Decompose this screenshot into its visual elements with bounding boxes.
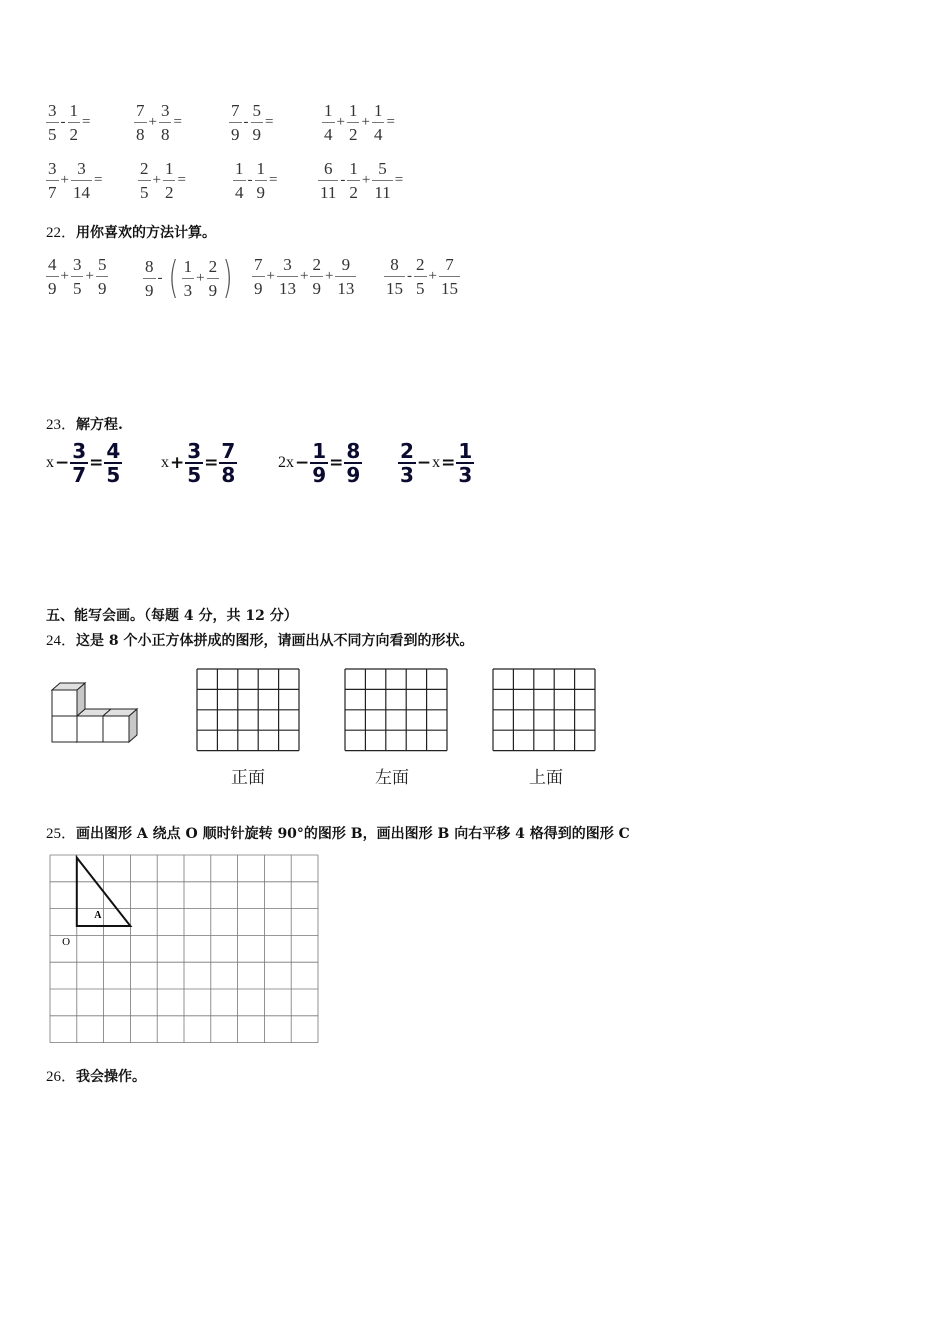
calc-row-1: [46, 102, 606, 150]
cube-face: [52, 716, 77, 742]
cube-face: [77, 716, 103, 742]
numerator: 1: [322, 102, 335, 123]
equals-sign: =: [177, 172, 186, 188]
fraction: [71, 160, 92, 201]
calc-expression: [46, 102, 92, 143]
denominator: 4: [235, 183, 244, 202]
grid-label-top: 上面: [529, 768, 563, 788]
denominator: 8: [160, 125, 170, 144]
denominator: 4: [373, 125, 383, 144]
calc-expression: [233, 160, 279, 201]
numerator: 1: [347, 160, 360, 181]
operator: −: [416, 453, 432, 473]
numerator: 1: [182, 258, 195, 279]
denominator: 8: [221, 463, 236, 487]
numerator: 1: [347, 102, 360, 123]
fraction: [46, 160, 59, 201]
question-23-title: [46, 413, 123, 434]
numerator: 6: [318, 160, 338, 181]
operator: +: [428, 268, 437, 284]
numerator: 8: [346, 439, 361, 463]
cube-face: [52, 690, 77, 716]
numerator: 7: [252, 256, 265, 277]
denominator: 15: [386, 279, 403, 298]
numerator: 1: [255, 160, 268, 181]
numerator: 4: [46, 256, 59, 277]
numerator: 3: [46, 160, 59, 181]
denominator: 9: [208, 280, 218, 300]
fraction: [163, 160, 176, 201]
denominator: 9: [48, 279, 57, 298]
question-26-title: [46, 1065, 146, 1086]
question-24-title: [46, 629, 474, 650]
fraction: [182, 258, 195, 299]
denominator: 9: [254, 279, 263, 298]
denominator: 13: [278, 279, 296, 298]
q22-expression: [252, 256, 356, 297]
equals-sign: =: [386, 114, 395, 130]
denominator: 5: [48, 125, 57, 144]
numerator: 3: [159, 102, 172, 123]
fraction: [347, 102, 360, 143]
operator: +: [196, 269, 205, 286]
denominator: 9: [231, 125, 240, 144]
fraction: [398, 441, 416, 485]
denominator: 14: [72, 183, 90, 202]
numerator: 1: [68, 102, 81, 123]
operator: +: [336, 114, 345, 130]
variable: 2x: [278, 454, 294, 471]
fraction: [310, 256, 323, 297]
fraction: [68, 102, 81, 143]
numerator: 3: [72, 439, 87, 463]
q23-equation: [161, 441, 237, 485]
question-text: 画出图形 A 绕点 O 顺时针旋转 90°的图形 B，画出图形 B 向右平移 4 格得到的图形 C: [76, 826, 630, 842]
numerator: 5: [96, 256, 109, 277]
q22-expression: [46, 256, 108, 297]
calc-expression: [134, 102, 184, 143]
fraction: [318, 160, 338, 201]
grid-label-left: 左面: [375, 768, 409, 788]
numerator: 7: [134, 102, 147, 123]
q23-equations: [46, 441, 506, 495]
variable: x: [46, 454, 54, 471]
operator: -: [340, 172, 346, 188]
numerator: 5: [372, 160, 392, 181]
fraction: [46, 256, 59, 297]
denominator: 9: [312, 279, 321, 298]
fraction: [134, 102, 147, 143]
denominator: 9: [312, 463, 327, 487]
numerator: 9: [335, 256, 356, 277]
denominator: 9: [145, 280, 154, 300]
numerator: 1: [372, 102, 385, 123]
question-number: 26．: [46, 1069, 77, 1085]
equals-sign: =: [173, 114, 182, 130]
calc-expression: [322, 102, 397, 143]
denominator: 3: [400, 463, 414, 487]
fraction: [104, 441, 122, 485]
operator: +: [266, 268, 275, 284]
operator: =: [441, 453, 456, 473]
denominator: 7: [72, 463, 87, 487]
operator: -: [157, 269, 163, 286]
operator: +: [152, 172, 161, 188]
parenthesis: (: [167, 252, 179, 303]
operator: +: [324, 268, 334, 284]
denominator: 9: [346, 463, 361, 487]
numerator: 2: [207, 258, 220, 279]
q23-equation: [46, 441, 122, 485]
equals-sign: =: [82, 114, 91, 130]
fraction: [207, 258, 220, 299]
denominator: 8: [136, 125, 145, 144]
numerator: 7: [221, 439, 236, 463]
calc-expression: [46, 160, 104, 201]
numerator: 3: [277, 256, 298, 277]
numerator: 7: [229, 102, 242, 123]
fraction: [255, 160, 268, 201]
cube-face: [103, 716, 129, 742]
fraction: [96, 256, 109, 297]
numerator: 2: [400, 439, 414, 463]
question-number: 25．: [46, 826, 77, 842]
q23-equation: [398, 441, 474, 485]
operator: −: [55, 453, 70, 473]
fraction: [439, 256, 460, 297]
question-number: 22．: [46, 225, 77, 241]
fraction: [347, 160, 360, 201]
q22-expression: [143, 252, 236, 303]
grid-front-view[interactable]: [196, 668, 300, 752]
numerator: 3: [71, 256, 84, 277]
numerator: 8: [143, 258, 156, 279]
numerator: 1: [312, 439, 327, 463]
question-text: 这是 8 个小正方体拼成的图形，请画出从不同方向看到的形状。: [76, 633, 474, 649]
grid-top-view[interactable]: [492, 668, 596, 752]
denominator: 3: [458, 463, 473, 487]
fraction: [277, 256, 298, 297]
operator: -: [60, 114, 66, 130]
numerator: 5: [251, 102, 264, 123]
denominator: 13: [337, 279, 355, 298]
numerator: 3: [187, 439, 202, 463]
triangle-label: A: [94, 909, 102, 921]
section-5-heading: 五、能写会画。（每题 4 分，共 12 分）: [46, 608, 298, 624]
operator: +: [60, 172, 69, 188]
cube-figure: [50, 674, 150, 746]
fraction: [251, 102, 264, 143]
denominator: 5: [72, 279, 82, 298]
equals-sign: =: [93, 172, 103, 188]
fraction: [233, 160, 246, 201]
fraction: [159, 102, 172, 143]
calc-expression: [138, 160, 188, 201]
numerator: 3: [71, 160, 92, 181]
equals-sign: =: [394, 172, 404, 188]
fraction: [219, 441, 237, 485]
denominator: 2: [349, 183, 358, 202]
operator: =: [329, 453, 344, 473]
calc-expression: [229, 102, 275, 143]
denominator: 9: [252, 125, 261, 144]
question-number: 24．: [46, 633, 77, 649]
fraction: [344, 441, 362, 485]
denominator: 4: [324, 125, 333, 144]
operator: +: [170, 453, 185, 473]
fraction: [456, 441, 474, 485]
denominator: 11: [374, 183, 391, 202]
q22-expression: [384, 256, 460, 297]
equals-sign: =: [269, 172, 278, 188]
grid-label-front: 正面: [231, 768, 265, 788]
operator: +: [361, 114, 370, 130]
denominator: 3: [183, 280, 193, 300]
denominator: 2: [69, 125, 78, 144]
numerator: 3: [46, 102, 59, 123]
grid-left-view[interactable]: [344, 668, 448, 752]
fraction: [335, 256, 356, 297]
operator: =: [89, 453, 104, 473]
operator: −: [295, 453, 310, 473]
question-25-title: [46, 822, 630, 843]
fraction: [138, 160, 151, 201]
parenthesis: ): [222, 252, 233, 303]
rotation-grid[interactable]: [48, 853, 320, 1047]
operator: +: [85, 268, 94, 284]
fraction: [414, 256, 427, 297]
denominator: 9: [97, 279, 107, 298]
fraction: [143, 258, 156, 299]
denominator: 9: [256, 183, 265, 202]
numerator: 4: [106, 439, 121, 463]
variable: x: [432, 454, 441, 471]
calc-row-2: [46, 160, 606, 208]
denominator: 2: [164, 183, 174, 202]
numerator: 2: [310, 256, 323, 277]
numerator: 1: [233, 160, 246, 181]
question-text: 解方程.: [76, 417, 123, 433]
fraction: [252, 256, 265, 297]
denominator: 5: [140, 183, 149, 202]
operator: +: [361, 172, 371, 188]
fraction: [372, 102, 385, 143]
denominator: 5: [106, 463, 121, 487]
equals-sign: =: [265, 114, 274, 130]
fraction: [185, 441, 203, 485]
fraction: [70, 441, 88, 485]
operator: -: [243, 114, 249, 130]
denominator: 15: [440, 279, 458, 298]
q22-expressions: [46, 252, 506, 304]
numerator: 2: [138, 160, 151, 181]
denominator: 11: [320, 183, 337, 202]
question-text: 用你喜欢的方法计算。: [76, 225, 217, 241]
calc-expression: [318, 160, 405, 201]
operator: -: [407, 268, 412, 284]
fraction: [46, 102, 59, 143]
numerator: 1: [458, 439, 473, 463]
operator: =: [204, 453, 219, 473]
operator: -: [247, 172, 253, 188]
question-text: 我会操作。: [76, 1069, 147, 1085]
numerator: 7: [439, 256, 460, 277]
denominator: 2: [348, 125, 358, 144]
denominator: 5: [187, 463, 202, 487]
point-o-label: O: [62, 935, 71, 948]
fraction: [71, 256, 84, 297]
numerator: 1: [163, 160, 176, 181]
fraction: [372, 160, 392, 201]
operator: +: [148, 114, 157, 130]
denominator: 5: [416, 279, 425, 298]
fraction: [310, 441, 328, 485]
question-22-title: [46, 221, 216, 242]
numerator: 2: [414, 256, 427, 277]
question-number: 23．: [46, 417, 77, 433]
fraction: [384, 256, 405, 297]
fraction: [229, 102, 242, 143]
operator: +: [60, 268, 69, 284]
denominator: 7: [48, 183, 57, 202]
q23-equation: [278, 441, 362, 485]
fraction: [322, 102, 335, 143]
operator: +: [299, 268, 309, 284]
numerator: 8: [384, 256, 405, 277]
variable: x: [161, 454, 169, 471]
